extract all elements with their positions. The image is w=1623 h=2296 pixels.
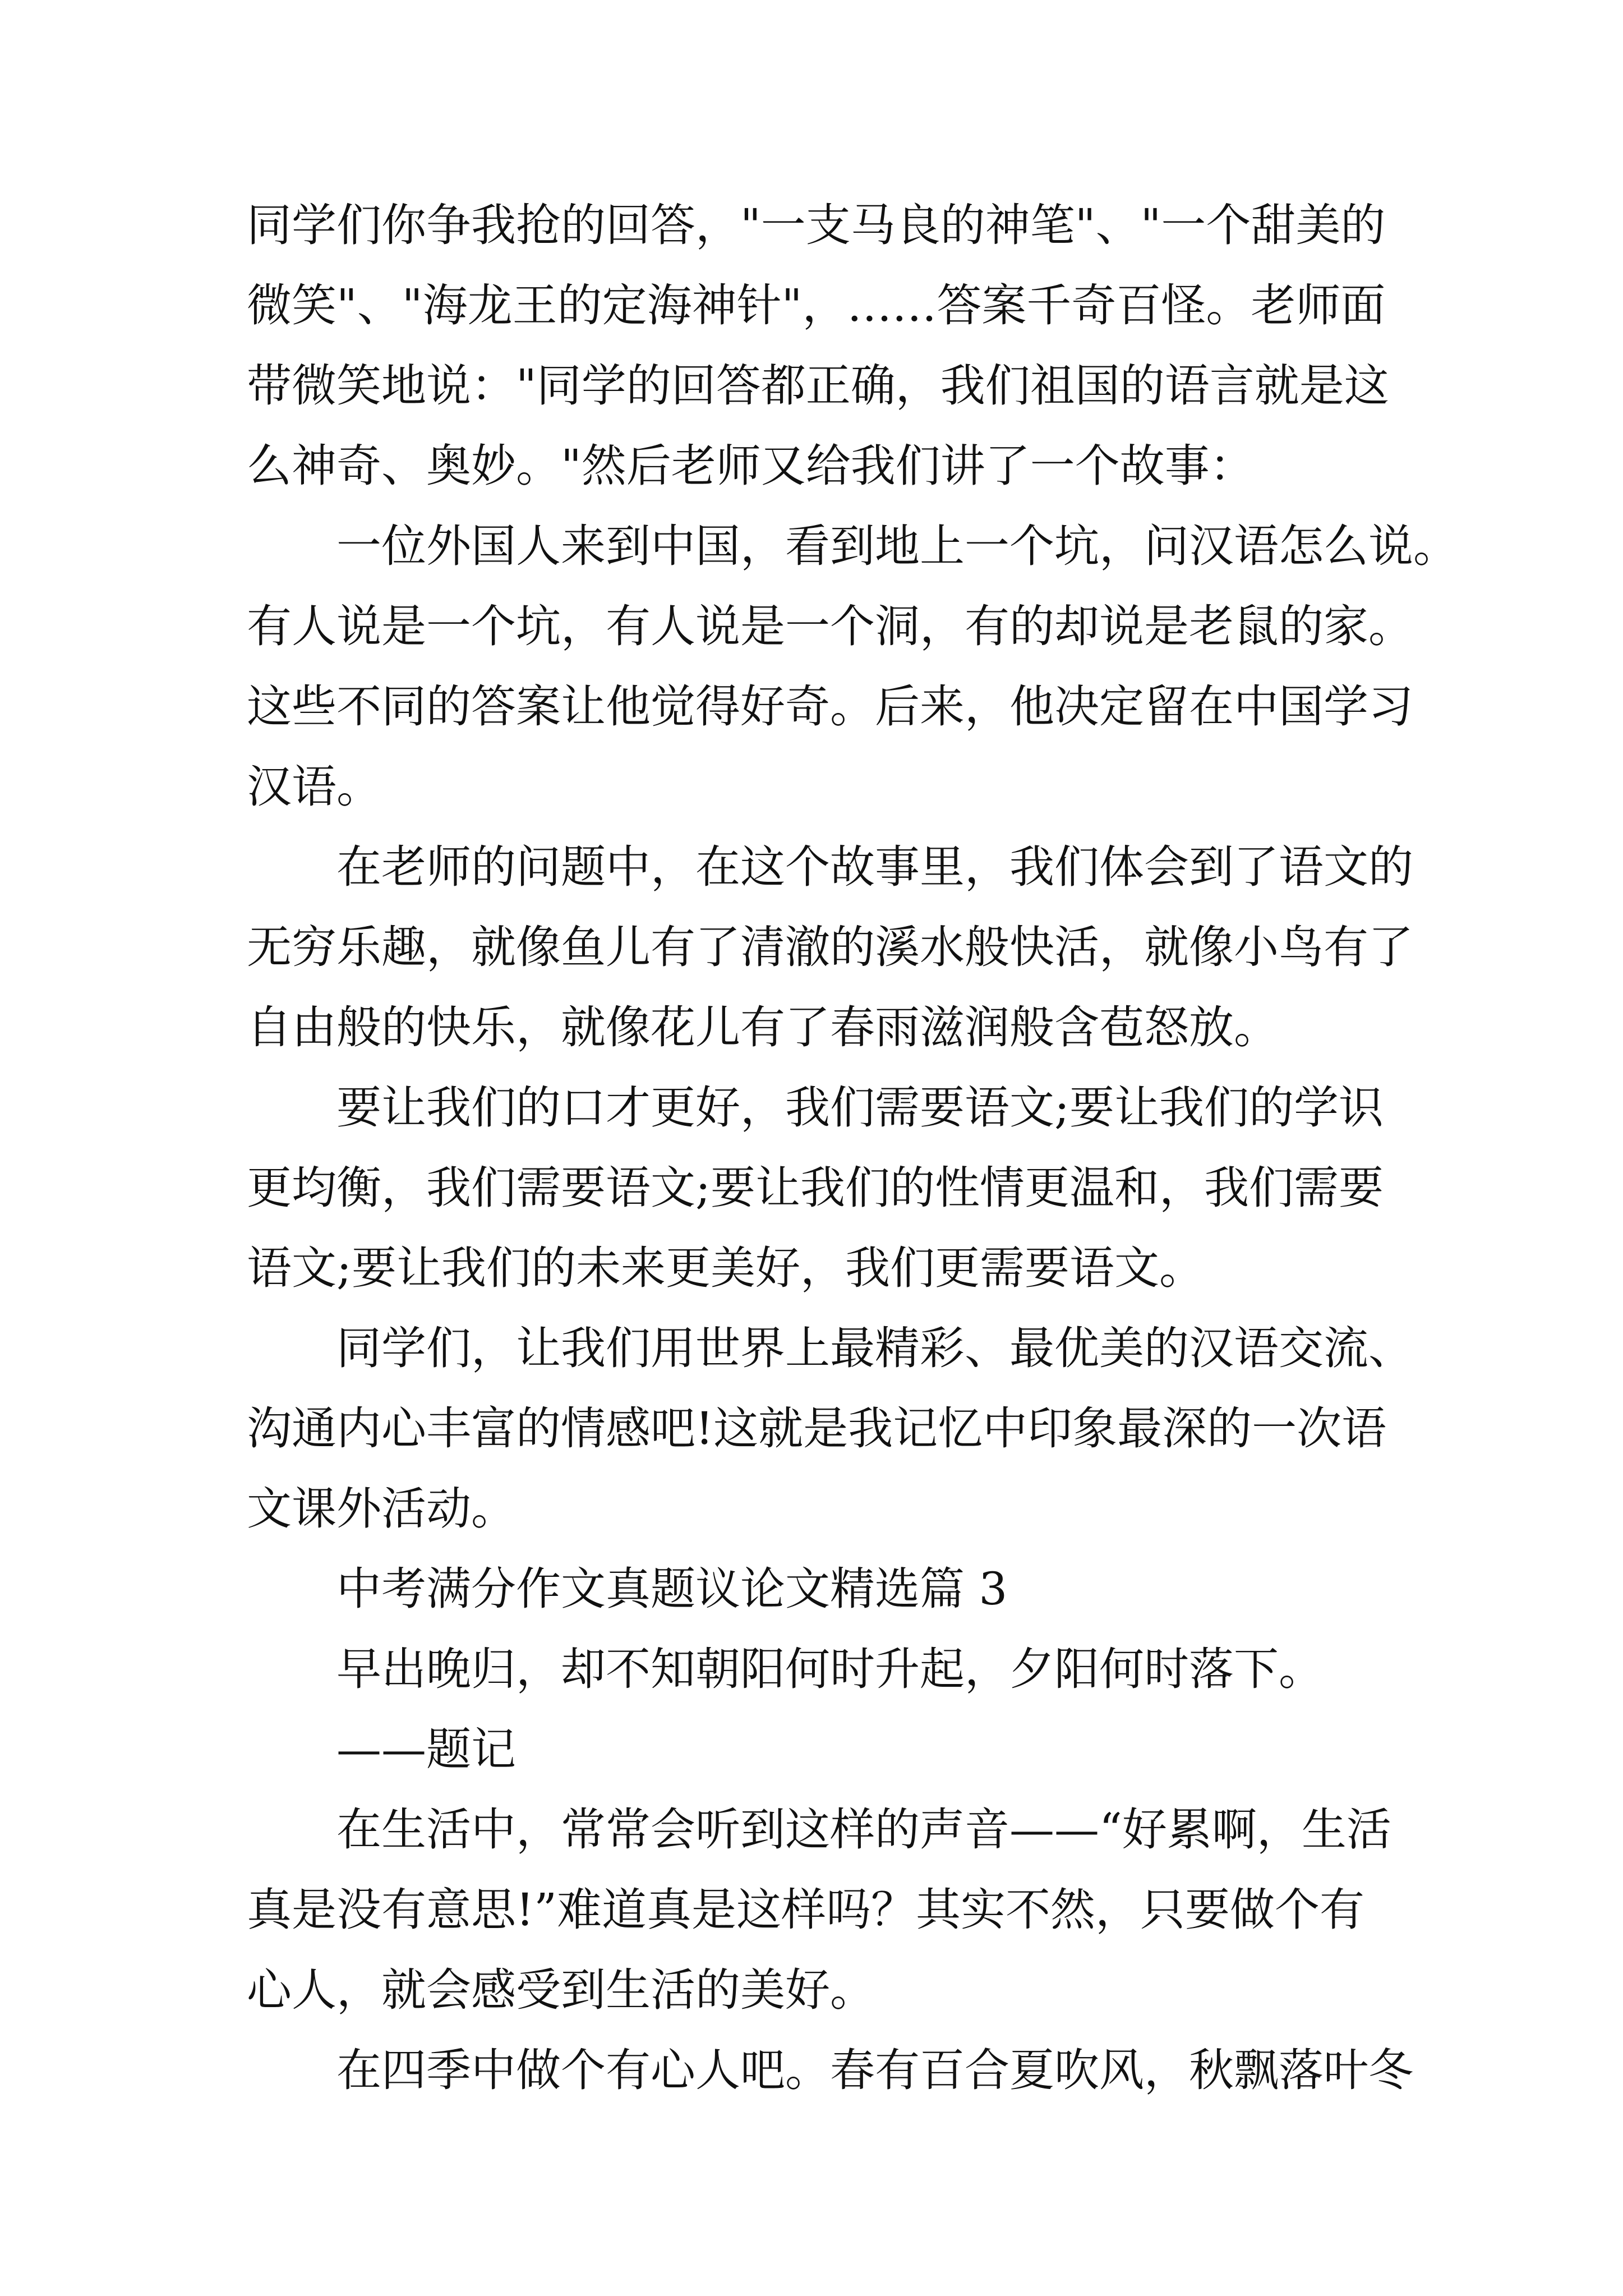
text-line: 心人，就会感受到生活的美好。 [247,1964,875,2016]
text-line: 这些不同的答案让他觉得好奇。后来，他决定留在中国学习 [247,680,1413,733]
text-line: 真是没有意思!”难道真是这样吗？其实不然，只要做个有 [247,1884,1365,1936]
epigraph-attribution: ——题记 [336,1723,516,1775]
text-line: 文课外活动。 [247,1483,516,1535]
text-line: 更均衡，我们需要语文;要让我们的性情更温和，我们需要 [247,1162,1384,1214]
document-body [247,185,1458,2110]
text-line: 沟通内心丰富的情感吧!这就是我记忆中印象最深的一次语 [247,1402,1387,1455]
text-line: 有人说是一个坑，有人说是一个洞，有的却说是老鼠的家。 [247,600,1413,652]
paragraph-start-line: 在四季中做个有心人吧。春有百合夏吹风，秋飘落叶冬 [336,2044,1413,2096]
text-line: 同学们你争我抢的回答，"一支马良的神笔"、"一个甜美的 [247,199,1386,251]
text-line: 么神奇、奥妙。"然后老师又给我们讲了一个故事： [247,440,1255,492]
paragraph-start-line: 要让我们的口才更好，我们需要语文;要让我们的学识 [336,1082,1384,1134]
paragraph-start-line: 在老师的问题中，在这个故事里，我们体会到了语文的 [336,841,1413,893]
text-line: 无穷乐趣，就像鱼儿有了清澈的溪水般快活，就像小鸟有了 [247,921,1413,973]
epigraph-line: 早出晚归，却不知朝阳何时升起，夕阳何时落下。 [336,1643,1324,1695]
text-line: 微笑"、"海龙王的定海神针"，……答案千奇百怪。老师面 [247,279,1386,332]
paragraph-start-line: 同学们，让我们用世界上最精彩、最优美的汉语交流、 [336,1322,1413,1374]
paragraph-start-line: 在生活中，常常会听到这样的声音——“好累啊，生活 [336,1803,1391,1856]
text-line: 自由般的快乐，就像花儿有了春雨滋润般含苞怒放。 [247,1001,1279,1053]
text-line: 带微笑地说："同学的回答都正确，我们祖国的语言就是这 [247,360,1389,412]
text-line: 语文;要让我们的未来更美好，我们更需要语文。 [247,1242,1204,1294]
text-line: 汉语。 [247,761,381,813]
section-heading: 中考满分作文真题议论文精选篇 3 [336,1563,1008,1615]
paragraph-start-line: 一位外国人来到中国，看到地上一个坑，问汉语怎么说。 [336,520,1458,572]
